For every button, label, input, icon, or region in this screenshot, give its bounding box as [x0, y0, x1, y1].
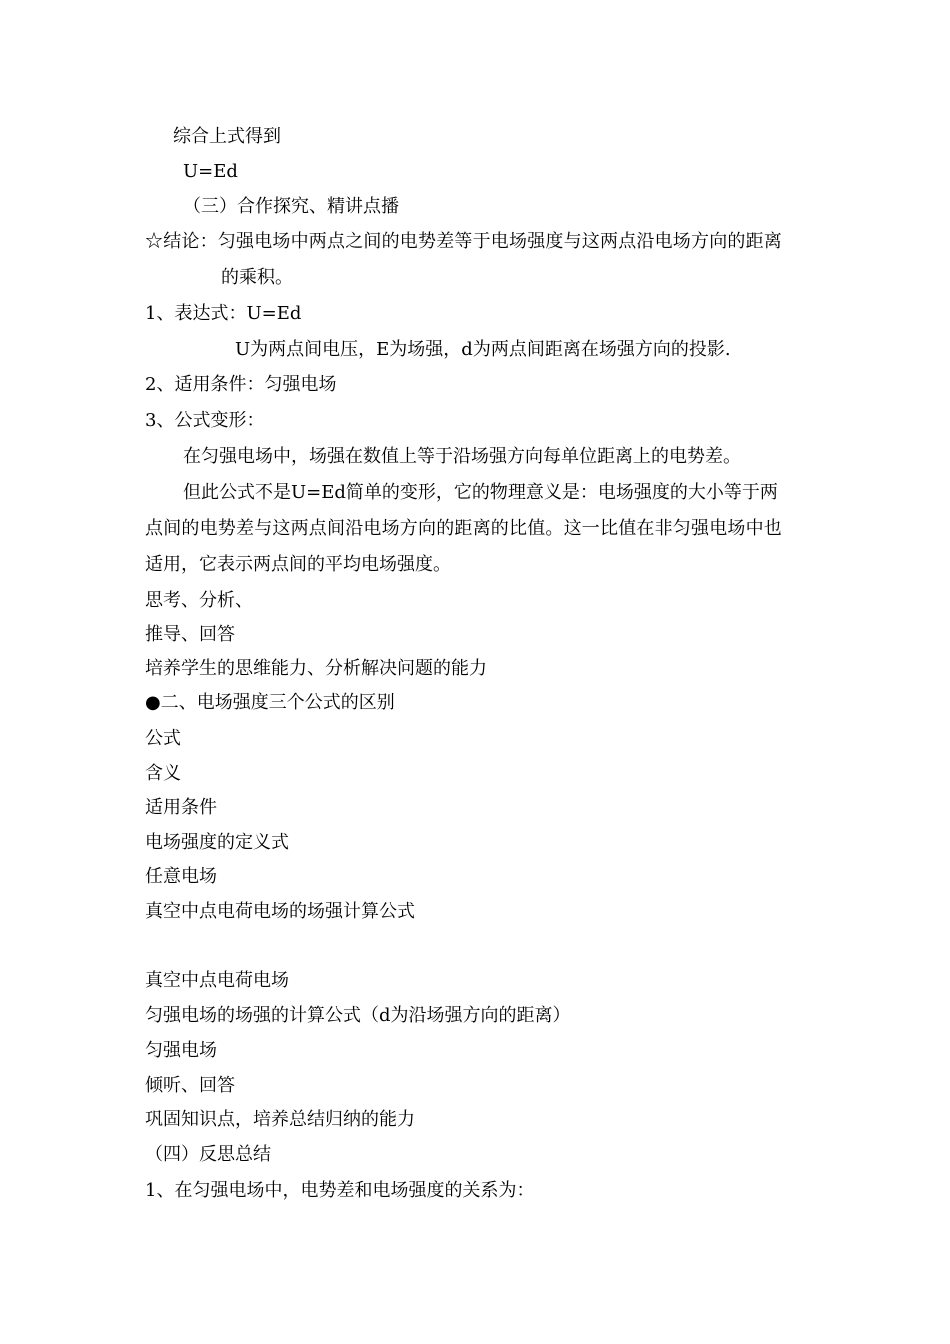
- transform-text-1: 在匀强电场中，场强在数值上等于沿场强方向每单位距离上的电势差。: [183, 446, 741, 467]
- table-header-meaning: 含义: [145, 763, 181, 784]
- transform-text-4: 适用，它表示两点间的平均电场强度。: [145, 554, 451, 575]
- text-line-2: U=Ed: [183, 161, 238, 182]
- goal-line-1: 培养学生的思维能力、分析解决问题的能力: [145, 658, 487, 679]
- activity-line-3: 倾听、回答: [145, 1075, 235, 1096]
- transform-text-3: 点间的电势差与这两点间沿电场方向的距离的比值。这一比值在非匀强电场中也: [145, 518, 782, 539]
- conclusion-line-cont: 的乘积。: [221, 267, 293, 288]
- section-heading-4: （四）反思总结: [145, 1144, 271, 1165]
- expression-line: 1、表达式：U=Ed: [145, 303, 302, 324]
- table-cell-point-charge-formula: 真空中点电荷电场的场强计算公式: [145, 901, 415, 922]
- section-heading-3: （三）合作探究、精讲点播: [183, 196, 399, 217]
- goal-line-2: 巩固知识点，培养总结归纳的能力: [145, 1109, 415, 1130]
- table-cell-uniform-field: 匀强电场: [145, 1040, 217, 1061]
- table-header-formula: 公式: [145, 728, 181, 749]
- transform-text-2: 但此公式不是U=Ed简单的变形，它的物理意义是：电场强度的大小等于两: [183, 482, 778, 503]
- summary-line-1: 1、在匀强电场中，电势差和电场强度的关系为：: [145, 1180, 535, 1201]
- expression-explanation: U为两点间电压，E为场强，d为两点间距离在场强方向的投影.: [235, 339, 731, 360]
- section-heading-2: ●二、电场强度三个公式的区别: [145, 692, 395, 713]
- transform-line: 3、公式变形：: [145, 410, 265, 431]
- table-cell-definition: 电场强度的定义式: [145, 832, 289, 853]
- table-header-condition: 适用条件: [145, 797, 217, 818]
- text-line-1: 综合上式得到: [173, 126, 281, 147]
- table-cell-point-charge-field: 真空中点电荷电场: [145, 970, 289, 991]
- table-cell-uniform-formula: 匀强电场的场强的计算公式（d为沿场强方向的距离）: [145, 1005, 571, 1026]
- activity-line-2: 推导、回答: [145, 624, 235, 645]
- conclusion-line: ☆结论：匀强电场中两点之间的电势差等于电场强度与这两点沿电场方向的距离: [145, 231, 782, 252]
- activity-line-1: 思考、分析、: [145, 590, 253, 611]
- condition-line: 2、适用条件：匀强电场: [145, 374, 337, 395]
- table-cell-any-field: 任意电场: [145, 866, 217, 887]
